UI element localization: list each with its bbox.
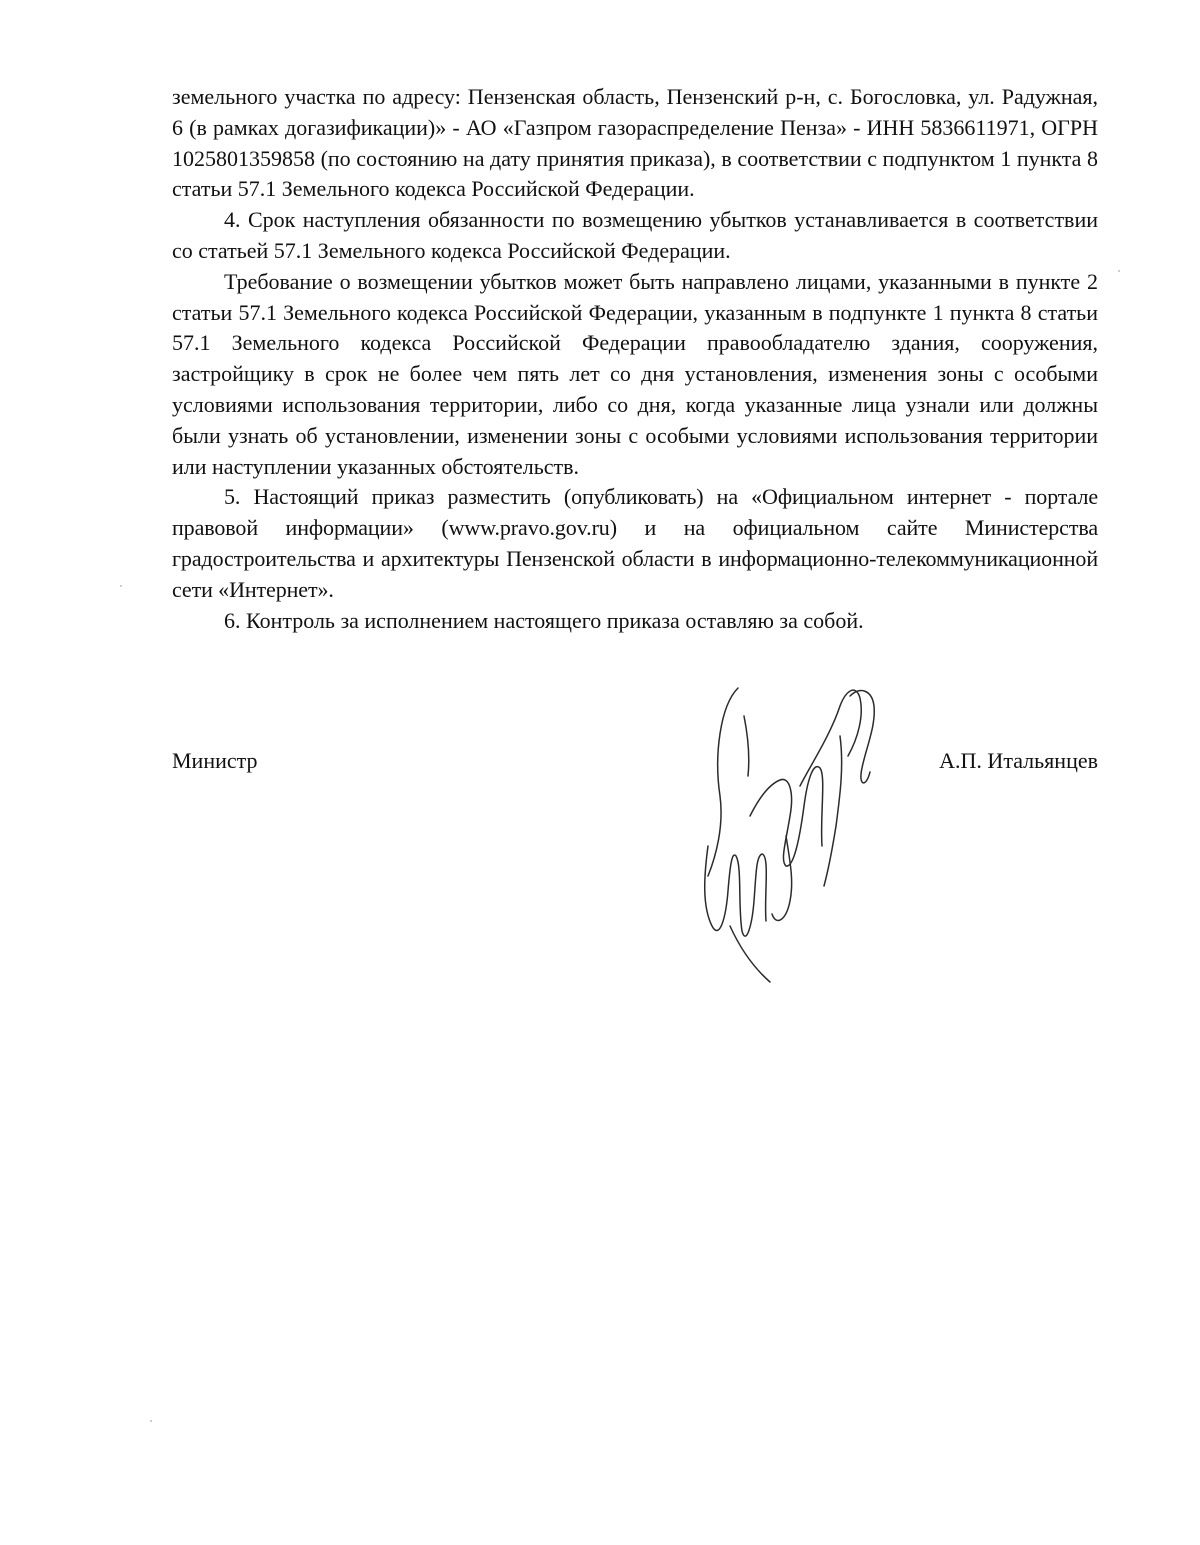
signer-position: Министр	[172, 748, 258, 773]
handwritten-signature	[690, 676, 890, 988]
signer-name: А.П. Итальянцев	[939, 748, 1098, 773]
scan-speck	[1118, 270, 1120, 272]
scan-speck	[150, 1420, 152, 1422]
paragraph-continuation: земельного участка по адресу: Пензенская область, Пензенский р-н, с. Богословка, ул. Радужная, 6 (в рамках догазификации)» - АО «Газпром газораспределение Пенза» - ИНН 5836611971, ОГРН 1025801359858 (по состоянию на дату принятия приказа), в соответствии с подпунктом 1 пункта 8 статьи 57.1 Земельного кодекса Российской Федерации.	[172, 84, 1098, 202]
paragraph-item-5: 5. Настоящий приказ разместить (опубликовать) на «Официальном интернет - портале правовой информации» (www.pravo.gov.ru) и на официальном сайте Министерства градостроительства и архитектуры Пензенской области в информационно-телекоммуникационной сети «Интернет».	[172, 484, 1098, 602]
signature-block	[172, 746, 1098, 780]
paragraph-damages-claim: Требование о возмещении убытков может быть направлено лицами, указанными в пункте 2 статьи 57.1 Земельного кодекса Российской Федерации, указанным в подпункте 1 пункта 8 статьи 57.1 Земельного кодекса Российской Федерации правообладателю здания, сооружения, застройщику в срок не более чем пять лет со дня установления, изменения зоны с особыми условиями использования территории, либо со дня, когда указанные лица узнали или должны были узнать об установлении, изменении зоны с особыми условиями использования территории или наступлении указанных обстоятельств.	[172, 268, 1098, 479]
paragraph-item-4: 4. Срок наступления обязанности по возмещению убытков устанавливается в соответствии со статьей 57.1 Земельного кодекса Российской Федерации.	[172, 207, 1098, 263]
scan-speck	[120, 585, 122, 587]
document-body	[172, 82, 1098, 636]
paragraph-item-6: 6. Контроль за исполнением настоящего приказа оставляю за собой.	[224, 607, 864, 633]
